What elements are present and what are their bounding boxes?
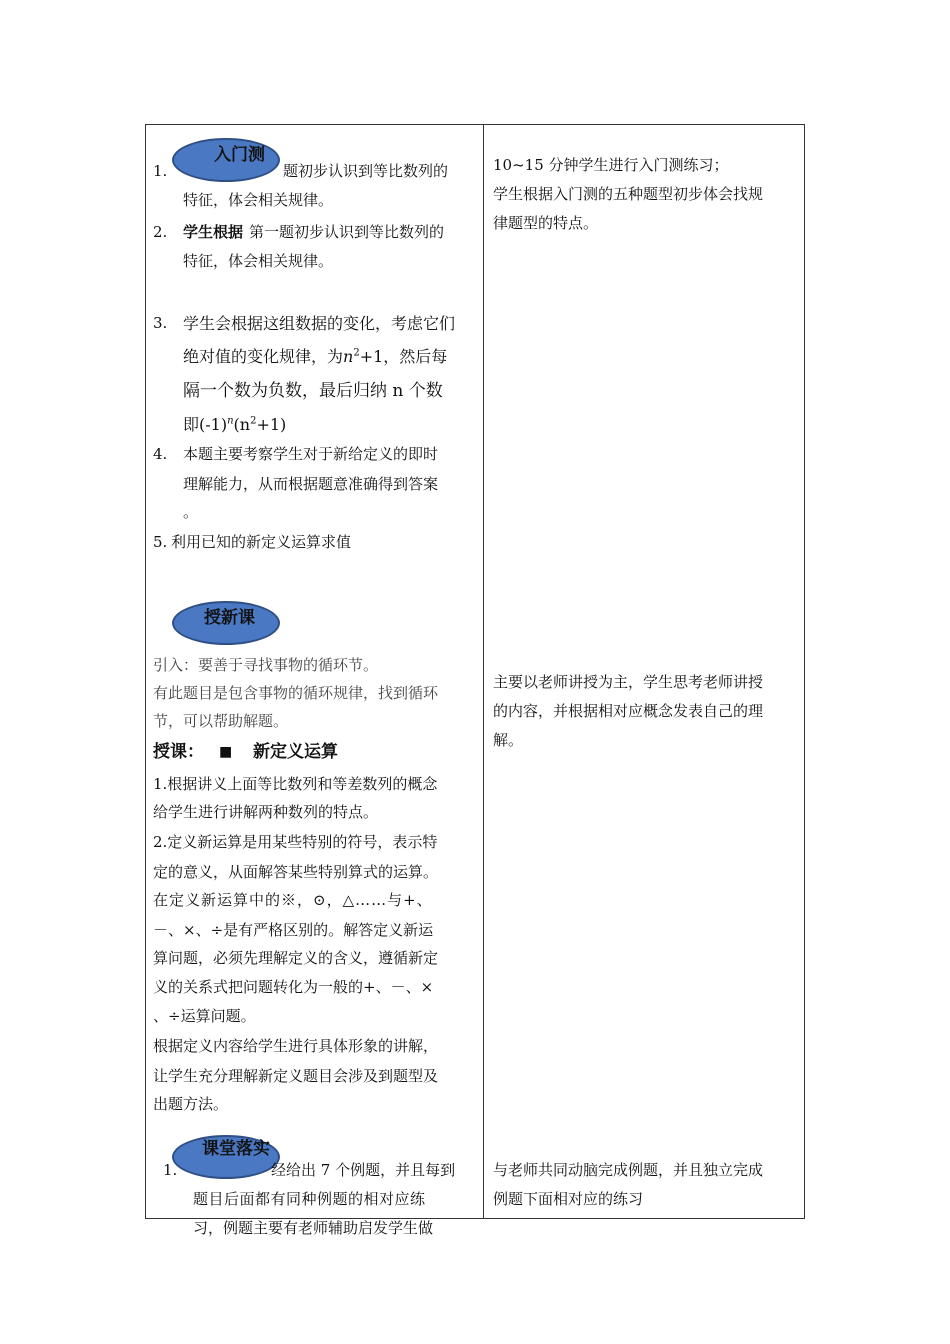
item-number: 2.	[153, 223, 168, 241]
body-line: 在定义新运算中的※，⊙，△……与+、	[153, 891, 433, 909]
item-number: 3.	[153, 314, 168, 332]
heading-label: 授课：	[153, 742, 204, 762]
body-line: 义的关系式把问题转化为一般的+、－、×	[153, 978, 434, 996]
math-exponent: 2	[353, 347, 360, 359]
intro-line: 引入：要善于寻找事物的循环节。	[153, 656, 379, 674]
item-text-with-formula: 绝对值的变化规律，为$n^2+1$，然后每	[183, 347, 448, 366]
math-exponent-n: n	[227, 415, 234, 427]
entry-test-badge-label: 入门测	[214, 145, 265, 165]
item-number: 1.	[153, 162, 168, 180]
column-divider	[483, 124, 484, 1219]
body-line: 出题方法。	[153, 1095, 229, 1113]
new-lesson-badge-label: 授新课	[204, 608, 255, 628]
item-text: 学生会根据这组数据的变化，考虑它们	[183, 314, 456, 333]
item-text: 。	[183, 503, 199, 521]
note-line: 例题下面相对应的练习	[493, 1190, 644, 1208]
math-n: n	[343, 347, 354, 366]
item-text: 利用已知的新定义运算求值	[171, 533, 352, 551]
intro-line: 有此题目是包含事物的循环规律，找到循环	[153, 684, 439, 702]
item-text: 题初步认识到等比数列的	[283, 162, 449, 180]
body-line: 、÷运算问题。	[153, 1007, 256, 1025]
item-text: 隔一个数为负数，最后归纳 n 个数	[183, 381, 443, 401]
math-exponent: 2	[250, 415, 257, 427]
item-number: 5.	[153, 533, 168, 551]
item-number: 4.	[153, 445, 168, 463]
item-text: 理解能力，从而根据题意准确得到答案	[183, 475, 439, 493]
body-line: 算问题，必须先理解定义的含义，遵循新定	[153, 949, 439, 967]
body-line: 2.定义新运算是用某些特别的符号，表示特	[153, 833, 438, 851]
item-formula: 即$(-1)^n(n^2+1)$	[183, 415, 287, 434]
item-text: 经给出 7 个例题，并且每到	[271, 1161, 456, 1179]
body-line: 根据定义内容给学生进行具体形象的讲解，	[153, 1037, 439, 1055]
practice-badge-label: 课堂落实	[202, 1139, 270, 1159]
item-text: 特征，体会相关规律。	[183, 191, 334, 209]
note-line: 与老师共同动脑完成例题，并且独立完成	[493, 1161, 764, 1179]
item-text: 题目后面都有同种例题的相对应练	[193, 1190, 426, 1208]
body-line: 1.根据讲义上面等比数列和等差数列的概念	[153, 775, 438, 793]
note-line: 主要以老师讲授为主，学生思考老师讲授	[493, 673, 764, 691]
body-line: 给学生进行讲解两种数列的特点。	[153, 803, 379, 821]
item-text: 特征，体会相关规律。	[183, 252, 334, 270]
item-text: 第一题初步认识到等比数列的	[249, 223, 445, 241]
item-number: 1.	[163, 1161, 178, 1179]
item-bold-text: 学生根据	[183, 223, 244, 241]
square-bullet-icon: ■	[219, 744, 233, 760]
intro-line: 节，可以帮助解题。	[153, 712, 289, 730]
body-line: 定的意义，从面解答某些特别算式的运算。	[153, 863, 439, 881]
body-line: －、×、÷是有严格区别的。解答定义新运	[153, 921, 434, 939]
item-text: 习，例题主要有老师辅助启发学生做	[193, 1219, 434, 1237]
note-line: 10~15 分钟学生进行入门测练习；	[493, 156, 729, 174]
body-line: 让学生充分理解新定义题目会涉及到题型及	[153, 1067, 439, 1085]
note-line: 的内容，并根据相对应概念发表自己的理	[493, 702, 764, 720]
item-text: 本题主要考察学生对于新给定义的即时	[183, 445, 439, 463]
note-line: 解。	[493, 731, 524, 749]
heading-title: 新定义运算	[253, 742, 338, 762]
note-line: 律题型的特点。	[493, 214, 599, 232]
note-line: 学生根据入门测的五种题型初步体会找规	[493, 185, 764, 203]
